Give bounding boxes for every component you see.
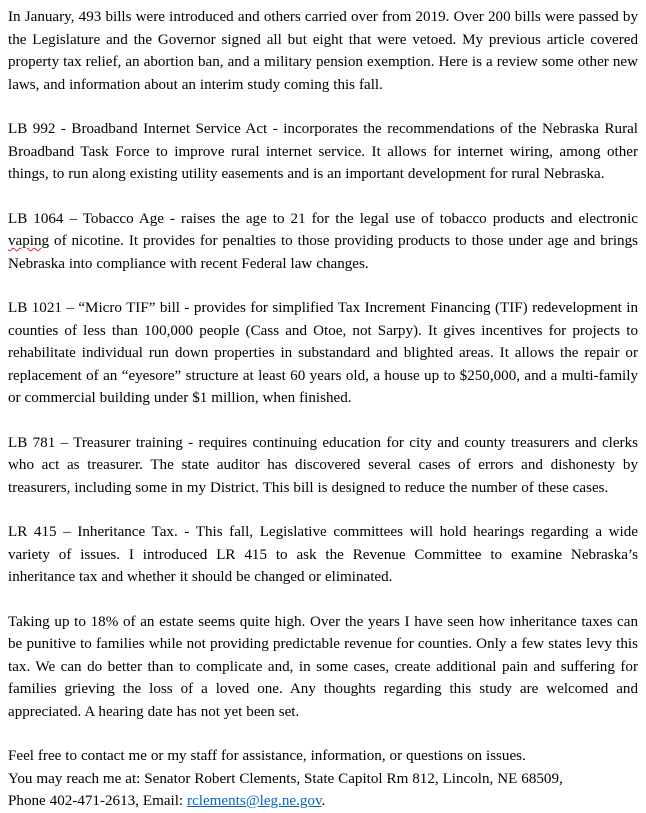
- contact-block: [8, 745, 638, 813]
- paragraph-lr-415: LR 415 – Inheritance Tax. - This fall, Legislative committees will hold hearings regarding a wide variety of issues. I introduced LR 415 to ask the Revenue Committee to examine Nebraska’s inheritance tax and whether it should be changed or eliminated.: [8, 524, 638, 585]
- spellcheck-misspelled-word: vaping: [8, 233, 50, 249]
- paragraph-lb-992: LB 992 - Broadband Internet Service Act - incorporates the recommendations of the Nebraska Rural Broadband Task Force to improve rural internet service. It allows for internet wiring, among other things, to run along existing utility easements and is an important development for rural Nebraska.: [8, 121, 638, 182]
- paragraph-lb-781: LB 781 – Treasurer training - requires continuing education for city and county treasurers and clerks who act as treasurer. The state auditor has discovered several cases of errors and dishonesty by treasurers, including some in my District. This bill is designed to reduce the number of these cases.: [8, 434, 638, 496]
- paragraph-intro: In January, 493 bills were introduced and others carried over from 2019. Over 200 bills were passed by the Legislature and the Governor signed all but eight that were vetoed. My previous article covered property tax relief, an abortion ban, and a military pension exemption. Here is a review some other new laws, and information about an interim study coming this fall.: [8, 9, 638, 93]
- contact-line-address: You may reach me at: Senator Robert Clements, State Capitol Rm 812, Lincoln, NE 68509,: [8, 770, 563, 787]
- email-link[interactable]: rclements@leg.ne.gov: [187, 793, 322, 809]
- contact-line-trailing-period: .: [321, 793, 326, 809]
- contact-line-invitation: Feel free to contact me or my staff for assistance, information, or questions on issues.: [8, 748, 526, 764]
- lb-1064-text-after-misspelling: of nicotine. It provides for penalties to those providing products to those under age and brings Nebraska into compliance with recent Federal law changes.: [8, 233, 638, 272]
- paragraph-lb-1064: [8, 208, 638, 276]
- paragraph-inheritance-commentary: Taking up to 18% of an estate seems quite high. Over the years I have seen how inheritance taxes can be punitive to families while not providing predictable revenue for counties. Only a few states levy this tax. We can do better than to complicate and, in some cases, create additional pain and suffering for families grieving the loss of a loved one. Any thoughts regarding this study are welcomed and appreciated. A hearing date has not yet been set.: [8, 613, 638, 720]
- paragraph-lb-1021: LB 1021 – “Micro TIF” bill - provides for simplified Tax Increment Financing (TIF) redevelopment in counties of less than 100,000 people (Cass and Otoe, not Sarpy). It gives incentives for projects to rehabilitate individual run down properties in substandard and blighted areas. It allows the repair or replacement of an “eyesore” structure at least 60 years old, a house up to $250,000, and a multi-family or commercial building under $1 million, when finished.: [8, 300, 638, 406]
- contact-phone-label: Phone 402-471-2613, Email:: [8, 793, 188, 809]
- contact-line-phone-email: [8, 790, 638, 813]
- lb-1064-text-before-misspelling: LB 1064 – Tobacco Age - raises the age to 21 for the legal use of tobacco products and electronic: [8, 210, 638, 227]
